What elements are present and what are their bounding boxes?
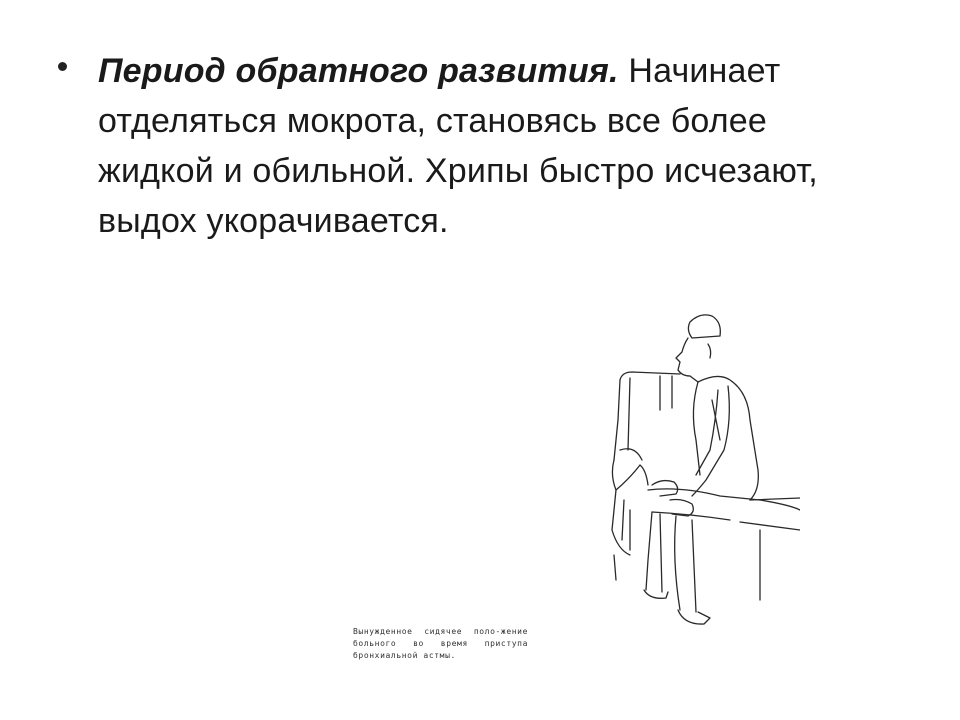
bullet-dot-icon	[58, 62, 67, 71]
bullet-body: Начинает отделяться мокрота, становясь все более жидкой и обильной. Хрипы быстро исчезают, выдох укорачивается.	[98, 52, 818, 240]
bullet-lead: Период обратного развития.	[98, 52, 619, 90]
figure-caption: Вынужденное сидячее поло-жение больного во время приступа бронхиальной астмы.	[353, 627, 528, 660]
bullet-item	[58, 46, 858, 246]
bullet-text	[98, 46, 858, 246]
patient-illustration	[600, 300, 800, 645]
seated-patient-drawing	[600, 300, 800, 645]
